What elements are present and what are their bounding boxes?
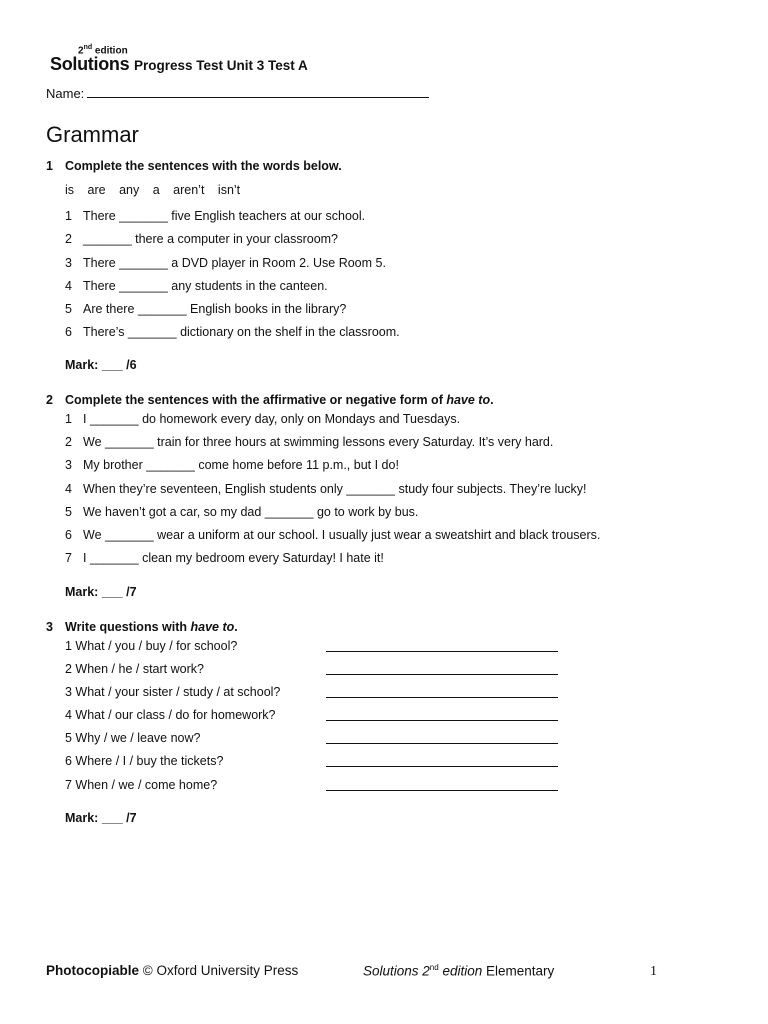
word-bank-item: any	[119, 183, 140, 197]
word-bank-item: are	[87, 183, 106, 197]
word-bank-item: isn’t	[217, 183, 241, 197]
q2-item: 2 We _______ train for three hours at swimming lessons every Saturday. It’s very hard.	[65, 435, 554, 449]
q3-item: 7 When / we / come home?	[65, 778, 218, 792]
edition-label: 2nd edition	[78, 44, 128, 57]
q3-answer-line[interactable]	[326, 697, 558, 698]
word-bank-item: a	[152, 183, 160, 197]
brand-logo: Solutions	[50, 54, 130, 74]
test-title: Progress Test Unit 3 Test A	[134, 58, 308, 73]
section-title: Grammar	[46, 122, 139, 147]
q1-mark: Mark: ___ /6	[65, 358, 137, 372]
q2-item: 5 We haven’t got a car, so my dad _______ go to work by bus.	[65, 505, 419, 519]
q3-answer-line[interactable]	[326, 743, 558, 744]
q2-item: 3 My brother _______ come home before 11 p.m., but I do!	[65, 458, 399, 472]
q3-item: 2 When / he / start work?	[65, 662, 204, 676]
q3-item: 4 What / our class / do for homework?	[65, 708, 276, 722]
book-title: Solutions 2nd edition Elementary	[363, 963, 555, 979]
word-bank-item: is	[65, 183, 75, 197]
q2-item: 4 When they’re seventeen, English students only _______ study four subjects. They’re lucky!	[65, 482, 587, 496]
page-number: 1	[650, 964, 657, 979]
q1-heading: 1 Complete the sentences with the words below.	[46, 159, 342, 173]
name-field-row	[46, 85, 429, 101]
q3-heading: 3 Write questions with have to.	[46, 620, 238, 634]
q3-item: 3 What / your sister / study / at school?	[65, 685, 281, 699]
name-answer-line[interactable]	[87, 85, 429, 98]
q2-mark: Mark: ___ /7	[65, 585, 137, 599]
copyright-text: © Oxford University Press	[139, 963, 299, 978]
name-label: Name:	[46, 86, 85, 101]
q3-item: 5 Why / we / leave now?	[65, 731, 201, 745]
q2-item: 7 I _______ clean my bedroom every Saturday! I hate it!	[65, 551, 384, 565]
q1-item: 2 _______ there a computer in your classroom?	[65, 232, 339, 246]
word-bank	[65, 183, 250, 197]
q3-mark: Mark: ___ /7	[65, 811, 137, 825]
q2-item: 6 We _______ wear a uniform at our school. I usually just wear a sweatshirt and black trousers.	[65, 528, 601, 542]
q1-item: 6 There’s _______ dictionary on the shelf in the classroom.	[65, 325, 400, 339]
q3-answer-line[interactable]	[326, 651, 558, 652]
q1-item: 1 There _______ five English teachers at our school.	[65, 209, 366, 223]
q2-item: 1 I _______ do homework every day, only on Mondays and Tuesdays.	[65, 412, 461, 426]
q1-item: 5 Are there _______ English books in the library?	[65, 302, 347, 316]
q3-item: 1 What / you / buy / for school?	[65, 639, 238, 653]
q3-answer-line[interactable]	[326, 674, 558, 675]
q3-answer-line[interactable]	[326, 766, 558, 767]
q1-item: 3 There _______ a DVD player in Room 2. Use Room 5.	[65, 256, 386, 270]
q2-heading: 2 Complete the sentences with the affirmative or negative form of have to.	[46, 393, 494, 407]
footer	[46, 963, 555, 979]
q3-item: 6 Where / I / buy the tickets?	[65, 754, 224, 768]
q3-answer-line[interactable]	[326, 790, 558, 791]
q3-answer-line[interactable]	[326, 720, 558, 721]
word-bank-item: aren’t	[173, 183, 205, 197]
photocopiable-label: Photocopiable	[46, 963, 140, 978]
q1-item: 4 There _______ any students in the canteen.	[65, 279, 328, 293]
